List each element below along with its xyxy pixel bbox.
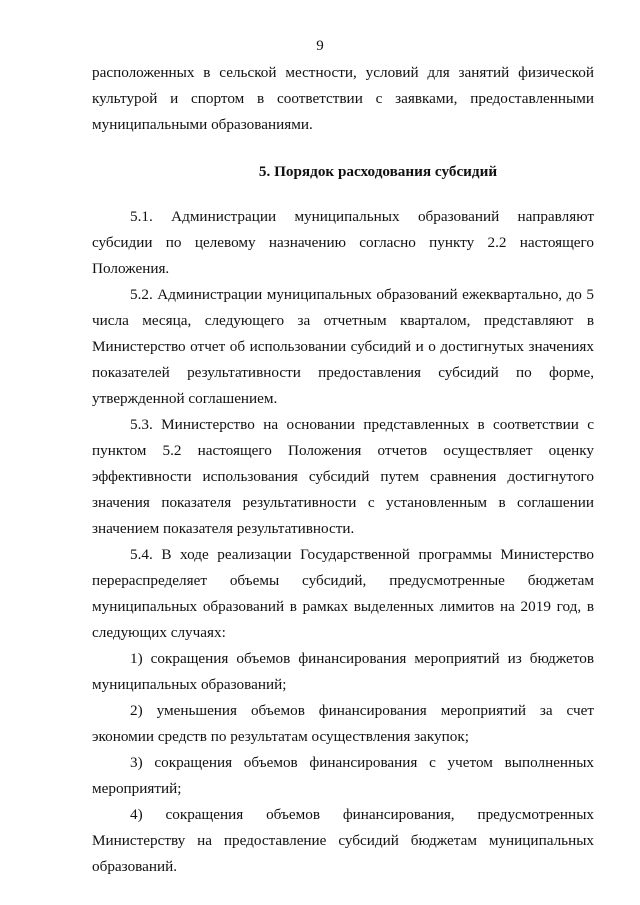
intro-paragraph: расположенных в сельской местности, условий для занятий физической культурой и спортом в соответствии с заявками, предоставленными муниципальными образованиями. [92,64,594,133]
document-body [92,60,594,880]
paragraph-5-2: 5.2. Администрации муниципальных образований ежеквартально, до 5 числа месяца, следующего за отчетным кварталом, представляют в Министерство отчет об использовании субсидий и о достигнутых значениях показателей результативности предоставления субсидий по форме, утвержденной соглашением. [92,286,594,407]
paragraph-5-1: 5.1. Администрации муниципальных образований направляют субсидии по целевому назначению согласно пункту 2.2 настоящего Положения. [92,208,594,277]
page-number: 9 [316,38,324,54]
list-item-4: 4) сокращения объемов финансирования, предусмотренных Министерству на предоставление субсидий бюджетам муниципальных образований. [92,806,594,875]
paragraph-5-4: 5.4. В ходе реализации Государственной программы Министерство перераспределяет объемы субсидий, предусмотренные бюджетам муниципальных образований в рамках выделенных лимитов на 2019 год, в следующих случаях: [92,546,594,641]
section-heading: 5. Порядок расходования субсидий [258,163,498,180]
list-item-1: 1) сокращения объемов финансирования мероприятий из бюджетов муниципальных образований; [92,650,594,693]
list-item-3: 3) сокращения объемов финансирования с учетом выполненных мероприятий; [92,754,594,797]
list-item-2: 2) уменьшения объемов финансирования мероприятий за счет экономии средств по результатам осуществления закупок; [92,702,594,745]
paragraph-5-3: 5.3. Министерство на основании представленных в соответствии с пунктом 5.2 настоящего Положения отчетов осуществляет оценку эффективности использования субсидий путем сравнения достигнутого значения показателя результативности с установленным в соглашении значением показателя результативности. [92,416,594,537]
